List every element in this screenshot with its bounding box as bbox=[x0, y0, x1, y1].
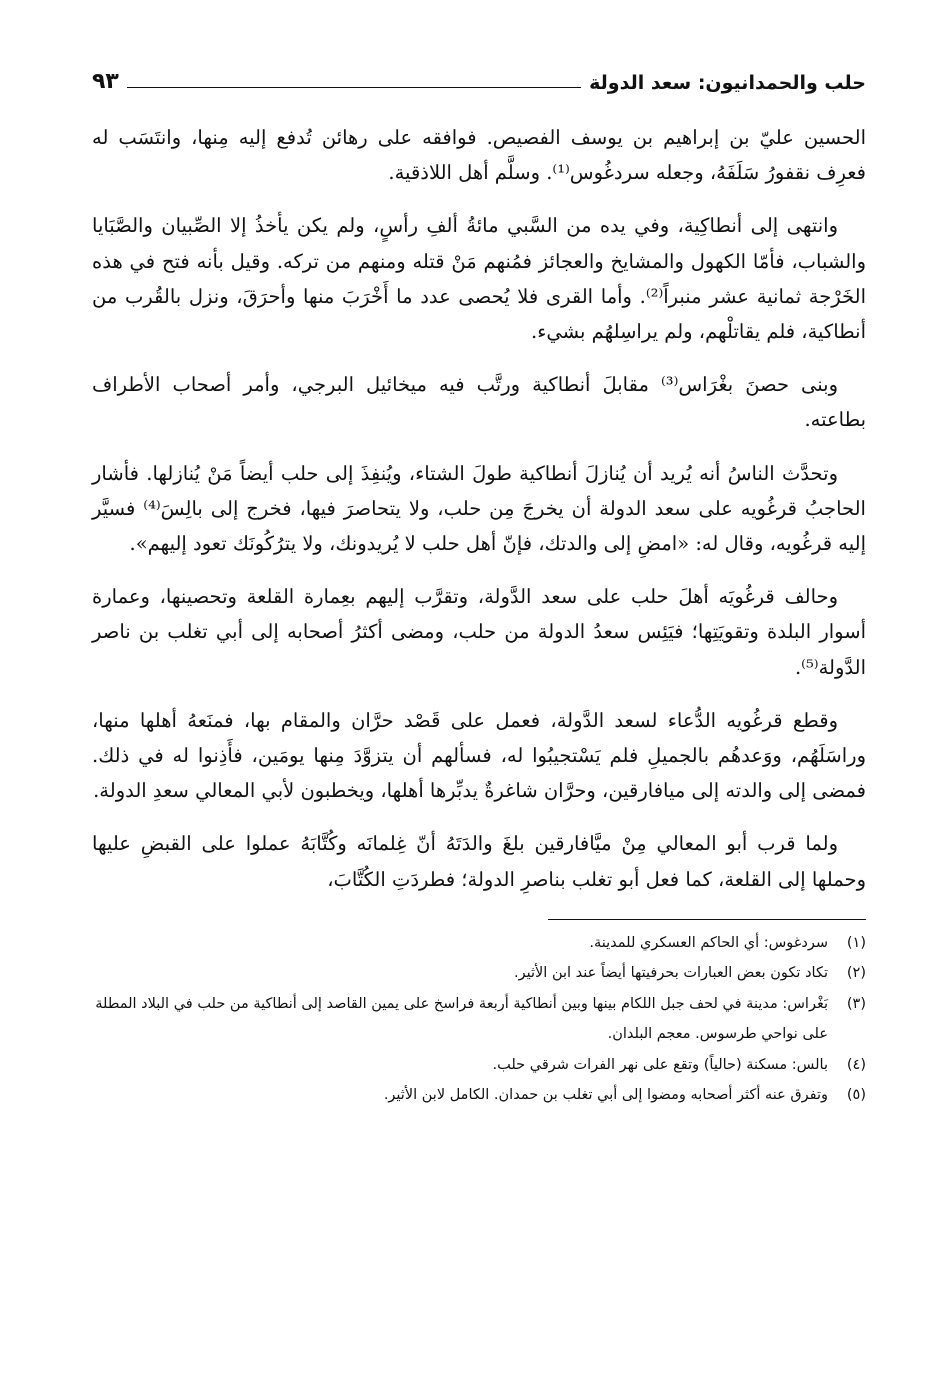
footnote-text: سردغوس: أي الحاكم العسكري للمدينة. bbox=[589, 934, 828, 951]
footnote-number: (٥) bbox=[846, 1087, 866, 1104]
footnote-number: (٤) bbox=[846, 1056, 866, 1073]
footnote-separator bbox=[548, 919, 866, 920]
footnote-number: (٣) bbox=[846, 995, 866, 1012]
body-text bbox=[92, 120, 866, 897]
page-number: ٩٣ bbox=[92, 69, 119, 94]
footnote-text: بَغْراس: مدينة في لحف جبل اللكام بينها وبين أنطاكية أربعة فراسخ على يمين القاصد إلى أنطاكية من حلب في البلاد المطلة على نواحي طرسوس. معجم البلدان. bbox=[95, 995, 828, 1043]
paragraph: وحالف قرغُويَه أهلَ حلب على سعد الدَّولة، وتقرَّب إليهم بعِمارة القلعة وتحصينها، وعمارة أسوار البلدة وتقويَتِها؛ فيَئِس سعدُ الدولة من حلب، ومضى أكثرُ أصحابه إلى أبي تغلب بن ناصر الدَّولة⁽⁵⁾. bbox=[92, 585, 866, 679]
footnote-text: وتفرق عنه أكثر أصحابه ومضوا إلى أبي تغلب بن حمدان. الكامل لابن الأثير. bbox=[383, 1087, 828, 1104]
paragraph: ولما قرب أبو المعالي مِنْ ميَّافارقين بلغَ والدَتَهُ أنّ غِلمانَه وكُتَّابَهُ عملوا على القبضِ عليها وحملها إلى القلعة، كما فعل أبو تغلب بناصرِ الدولة؛ فطردَتِ الكُتَّابَ، bbox=[92, 832, 866, 891]
running-head bbox=[92, 58, 866, 94]
paragraph: وقطع قرغُويه الدُّعاء لسعد الدَّولة، فعمل على قَصْد حرَّان والمقام بها، فمنَعهُ أهلها منها، وراسَلَهُم، ووَعدهُم بالجميلِ فلم يَسْتجيبُوا له، فسألهم أن يتزوَّدَ مِنها يومَين، فأَذِنوا له في ذلك. فمضى إلى والدته إلى ميافارقين، وحرَّان شاغرةٌ يدبِّرها أهلها، ويخطبون لأبي المعالي سعدِ الدولة. bbox=[92, 708, 866, 803]
footnote bbox=[92, 1080, 866, 1111]
footnote bbox=[92, 1050, 866, 1081]
footnote bbox=[92, 928, 866, 959]
footnote-text: بالس: مسكنة (حالياً) وتقع على نهر الفرات شرقي حلب. bbox=[492, 1056, 828, 1073]
footnote bbox=[92, 989, 866, 1050]
header-rule bbox=[127, 87, 581, 88]
book-page bbox=[92, 58, 866, 1339]
paragraph: وانتهى إلى أنطاكِية، وفي يده من السَّبي مائةُ ألفِ رأسٍ، ولم يكن يأخذُ إلا الصِّبيان والصَّبَايا والشباب، فأمّا الكهول والمشايخ والعجائز فمُنهم مَنْ قتله ومنهم من تركه. وقيل بأنه فتح في هذه الخَرْجة ثمانية عشر منبراً⁽²⁾. وأما القرى فلا يُحصى عدد ما أَخْرَبَ منها وأحرَقَ، ونزل بالقُرب من أنطاكية، فلم يقاتلْهم، ولم يراسِلهُم بشيء. bbox=[92, 214, 866, 344]
paragraph: الحسين عليّ بن إبراهيم بن يوسف الفصيص. فوافقه على رهائن تُدفع إليه مِنها، وانتَسَب له فعرِف نقفورُ سَلَفَهُ، وجعله سردغُوس⁽¹⁾. وسلَّم أهل اللاذقية. bbox=[92, 126, 866, 185]
paragraph: وبنى حصنَ بغْرَاس⁽³⁾ مقابلَ أنطاكية ورتَّب فيه ميخائيل البرجي، وأمر أصحاب الأطراف بطاعته. bbox=[92, 373, 866, 432]
paragraph: وتحدَّث الناسُ أنه يُريد أن يُنازلَ أنطاكية طولَ الشتاء، ويُنفِذَ إلى حلب أيضاً مَنْ يُنازلها. فأشار الحاجبُ قرغُويه على سعد الدولة أن يخرجَ مِن حلب، ولا يتحاصرَ فيها، فخرج إلى بالِسَ⁽⁴⁾ فسيَّر إليه قرغُويه، وقال له: «امضِ إلى والدتك، فإنّ أهل حلب لا يُريدونك، ولا يترُكُونَك تعود إليهم». bbox=[92, 461, 866, 556]
running-head-title: حلب والحمدانيون: سعد الدولة bbox=[589, 72, 866, 94]
footnotes bbox=[92, 928, 866, 1111]
footnote-number: (٢) bbox=[846, 965, 866, 982]
footnote-number: (١) bbox=[846, 934, 866, 951]
footnote-text: تكاد تكون بعض العبارات بحرفيتها أيضاً عند ابن الأثير. bbox=[514, 965, 828, 982]
footnote bbox=[92, 958, 866, 989]
